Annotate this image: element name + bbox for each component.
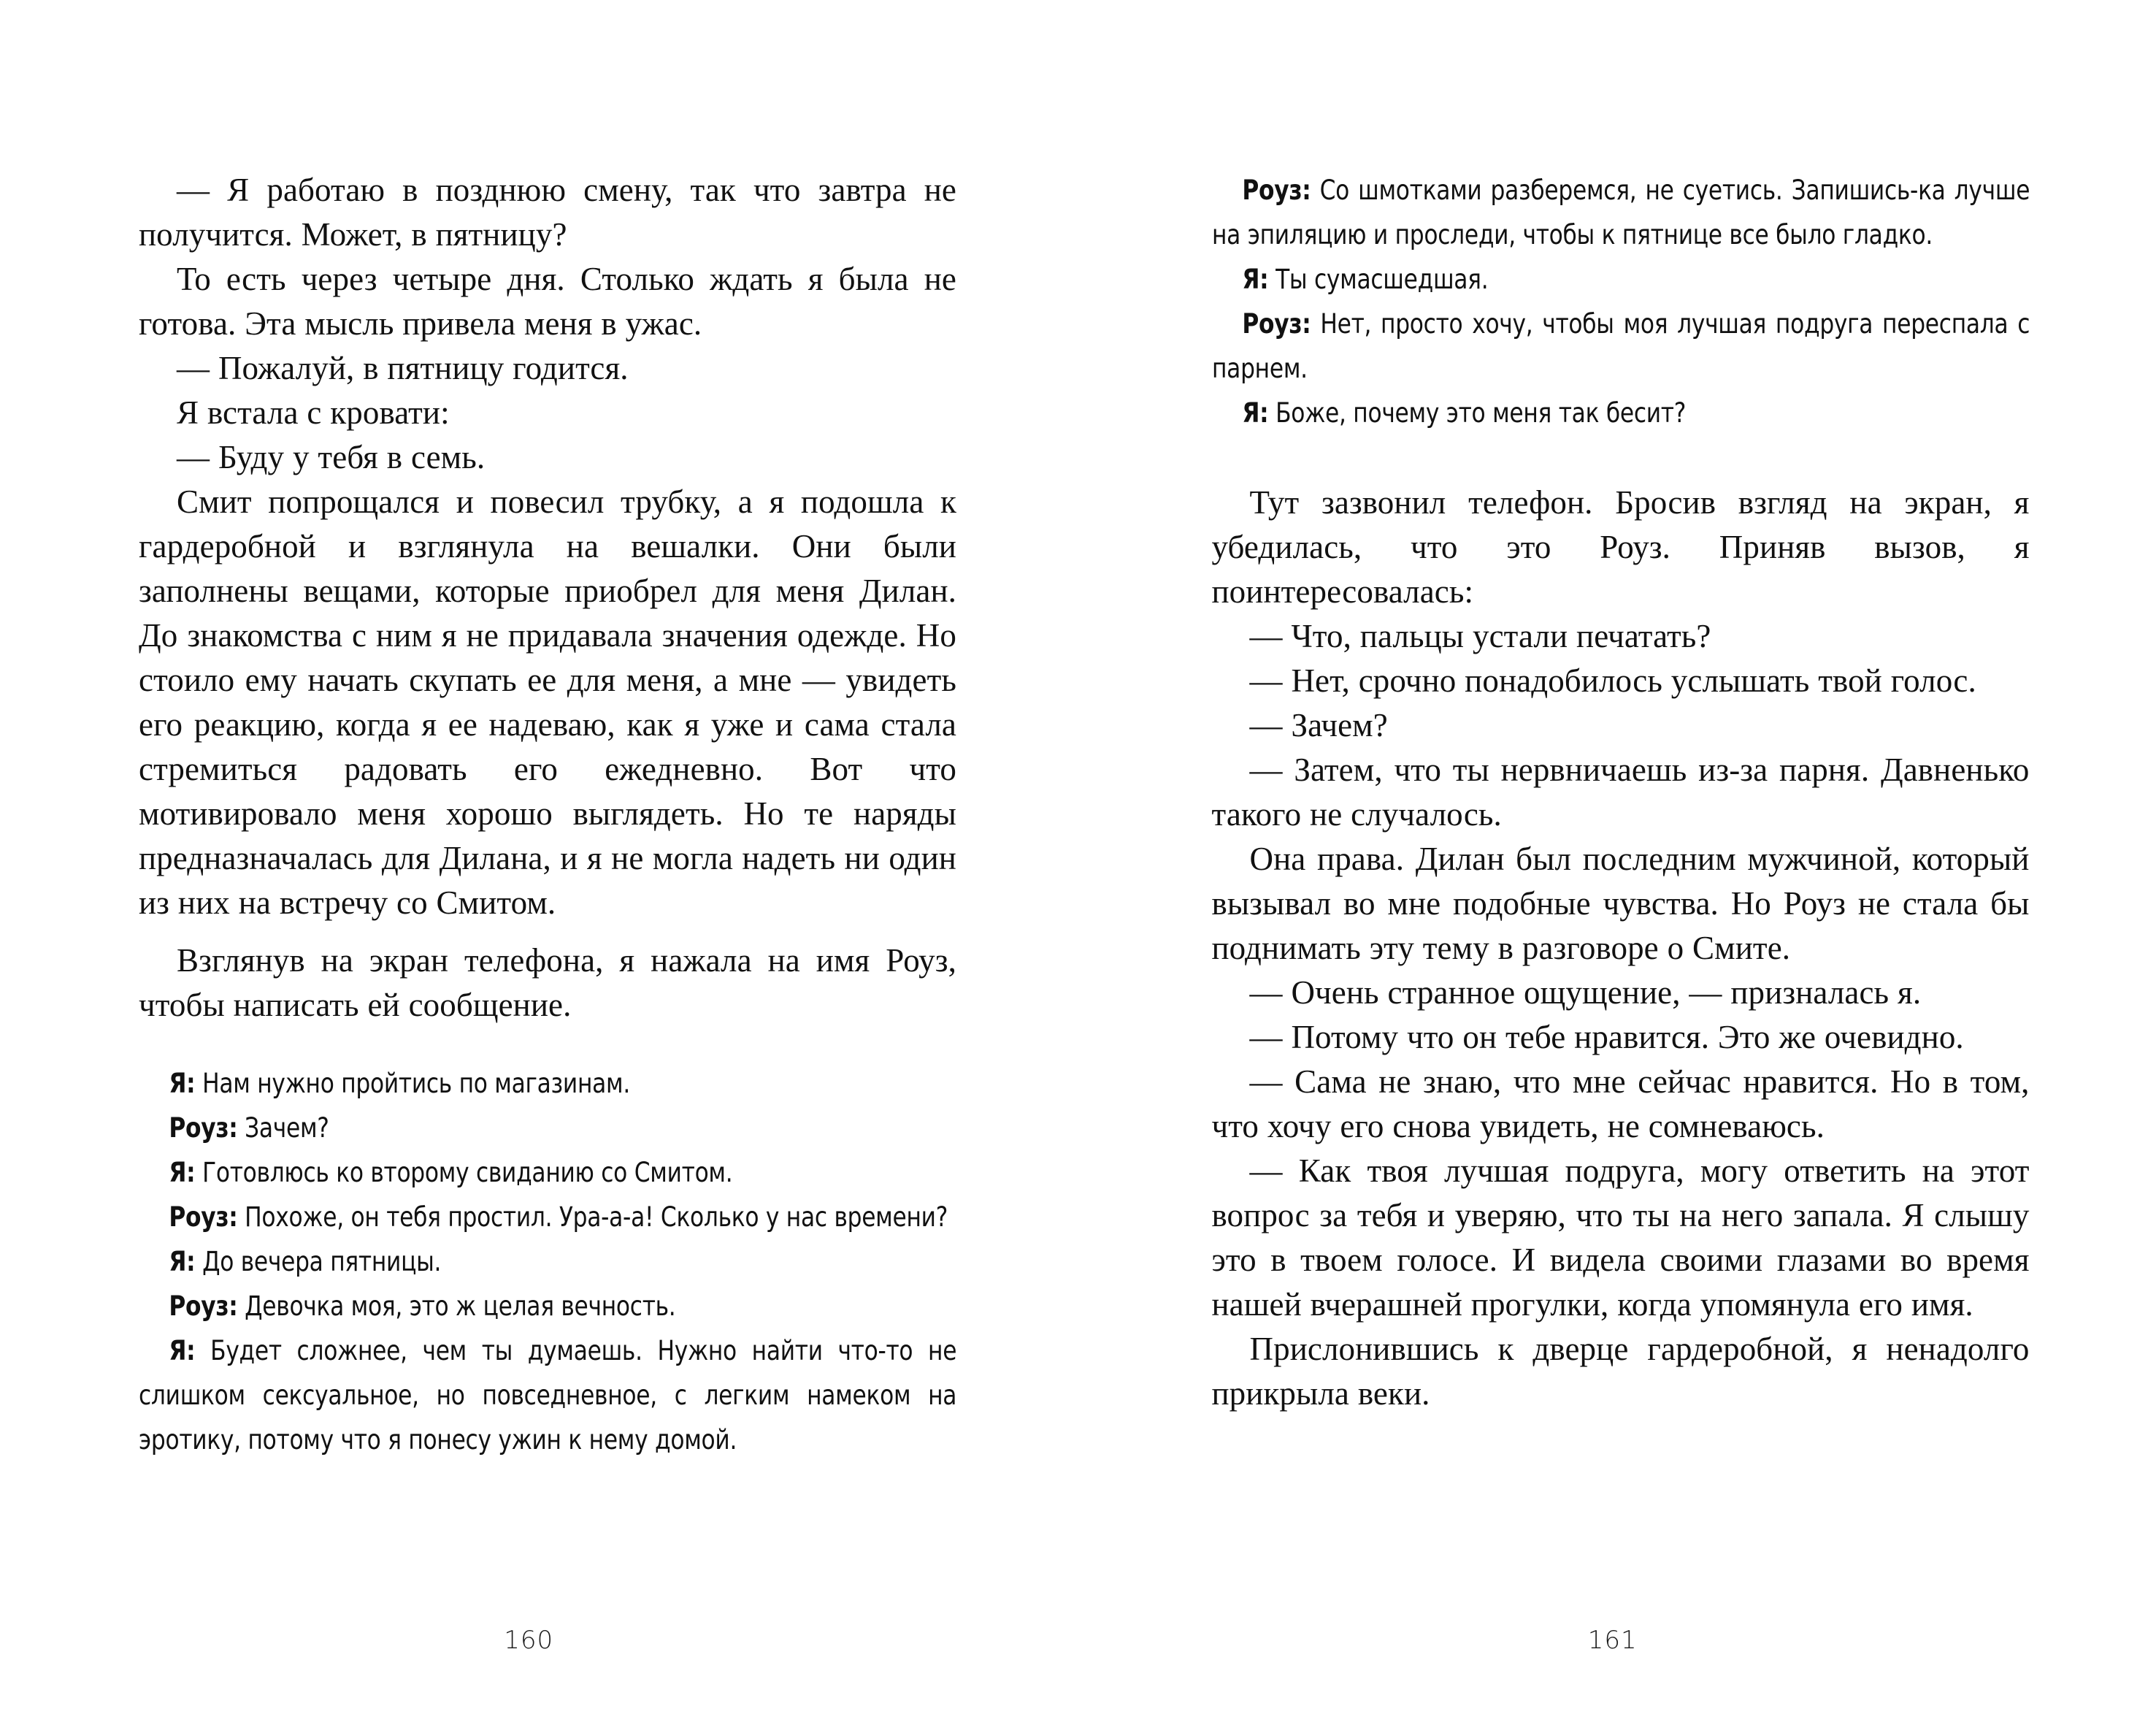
paragraph: Она права. Дилан был последним мужчиной, который вызывал во мне подобные чувства. Но Роуз не стала бы поднимать эту тему в разговоре о Смите. xyxy=(1211,841,2030,966)
message-line xyxy=(1212,302,2030,391)
paragraph: — Буду у тебя в семь. xyxy=(177,439,486,475)
message-line xyxy=(139,1106,956,1150)
message-speaker: Я: xyxy=(169,1335,196,1366)
message-speaker: Я: xyxy=(169,1246,196,1277)
message-text: Готовлюсь ко второму свиданию со Смитом. xyxy=(195,1157,733,1188)
paragraph: Смит попрощался и повесил трубку, а я подошла к гардеробной и взглянула на вешалки. Они были заполнены вещами, которые приобрел для меня Дилан. До знакомства с ним я не придавала значения одежде. Но стоило ему начать скупать ее для меня, а мне — увидеть его реакцию, когда я ее надеваю, как я уже и сама стала стремиться радовать его ежедневно. Вот что мотивировало меня хорошо выглядеть. Но те наряды предназначалась для Дилана, и я не могла надеть ни один из них на встречу со Смитом. xyxy=(139,483,956,921)
message-speaker: Я: xyxy=(169,1068,196,1099)
message-speaker: Я: xyxy=(169,1157,196,1188)
paragraph: — Как твоя лучшая подруга, могу ответить на этот вопрос за тебя и уверяю, что ты на него запала. Я слышу это в твоем голосе. И видела своими глазами во время нашей вчерашней прогулки, когда упомянула его имя. xyxy=(1211,1152,2030,1323)
message-line xyxy=(139,1284,956,1328)
message-text: Девочка моя, это ж целая вечность. xyxy=(237,1290,676,1322)
paragraph: — Зачем? xyxy=(1249,707,1388,743)
paragraph: Тут зазвонил телефон. Бросив взгляд на экран, я убедилась, что это Роуз. Приняв вызов, я поинтересовалась: xyxy=(1211,484,2030,610)
paragraph: — Затем, что ты нервничаешь из-за парня. Давненько такого не случалось. xyxy=(1211,751,2030,833)
message-text: Со шмотками разберемся, не суетись. Запишись-ка лучше на эпиляцию и проследи, чтобы к пятнице все было гладко. xyxy=(1211,175,2030,250)
message-text: Похоже, он тебя простил. Ура-а-а! Сколько у нас времени? xyxy=(237,1201,948,1233)
block-spacer xyxy=(1212,435,2030,481)
message-speaker: Роуз: xyxy=(169,1201,238,1233)
message-transcript-right xyxy=(1212,168,2030,435)
paragraph: — Пожалуй, в пятницу годится. xyxy=(177,350,629,386)
paragraph: — Сама не знаю, что мне сейчас нравится. Но в том, что хочу его снова увидеть, не сомневаюсь. xyxy=(1211,1063,2030,1144)
paragraph: — Нет, срочно понадобилось услышать твой голос. xyxy=(1249,662,1976,699)
message-speaker: Роуз: xyxy=(1241,308,1311,340)
message-speaker: Я: xyxy=(1241,397,1268,429)
message-speaker: Роуз: xyxy=(169,1290,238,1322)
message-line xyxy=(1212,391,2030,435)
message-line xyxy=(139,1061,956,1106)
message-line xyxy=(139,1150,956,1195)
paragraph: — Я работаю в позднюю смену, так что завтра не получится. Может, в пятницу? xyxy=(139,172,956,253)
message-text: Боже, почему это меня так бесит? xyxy=(1267,397,1686,429)
message-line xyxy=(139,1239,956,1284)
block-spacer xyxy=(139,1028,956,1061)
message-transcript-left xyxy=(139,1061,956,1462)
paragraph: — Очень странное ощущение, — призналась я. xyxy=(1249,974,1922,1011)
paragraph: Я встала с кровати: xyxy=(177,394,450,431)
message-speaker: Роуз: xyxy=(1241,175,1311,206)
paragraph: Взглянув на экран телефона, я нажала на имя Роуз, чтобы написать ей сообщение. xyxy=(139,942,956,1023)
message-line xyxy=(1212,168,2030,257)
page-right xyxy=(1078,0,2156,1725)
paragraph: — Потому что он тебе нравится. Это же очевидно. xyxy=(1249,1019,1964,1055)
page-number: 160 xyxy=(504,1626,554,1655)
paragraph: Прислонившись к дверце гардеробной, я ненадолго прикрыла веки. xyxy=(1211,1331,2030,1412)
paragraph-spacer xyxy=(139,925,956,938)
message-text: Нам нужно пройтись по магазинам. xyxy=(195,1068,631,1099)
paragraph: То есть через четыре дня. Столько ждать я была не готова. Эта мысль привела меня в ужас. xyxy=(139,261,956,342)
message-line xyxy=(1212,257,2030,302)
message-text: Будет сложнее, чем ты думаешь. Нужно найти что-то не слишком сексуальное, но повседневное, с легким намеком на эротику, потому что я понесу ужин к нему домой. xyxy=(139,1335,957,1456)
message-line xyxy=(139,1328,956,1462)
page-number: 161 xyxy=(1587,1626,1638,1655)
paragraph: — Что, пальцы устали печатать? xyxy=(1249,618,1711,654)
message-text: Нет, просто хочу, чтобы моя лучшая подруга переспала с парнем. xyxy=(1211,308,2030,384)
text-column-right xyxy=(1212,168,2030,1416)
message-text: Ты сумасшедшая. xyxy=(1267,264,1488,295)
message-text: До вечера пятницы. xyxy=(195,1246,442,1277)
text-column-left xyxy=(139,168,956,1462)
message-text: Зачем? xyxy=(237,1112,329,1144)
message-speaker: Я: xyxy=(1241,264,1268,295)
message-line xyxy=(139,1195,956,1239)
message-speaker: Роуз: xyxy=(169,1112,238,1144)
